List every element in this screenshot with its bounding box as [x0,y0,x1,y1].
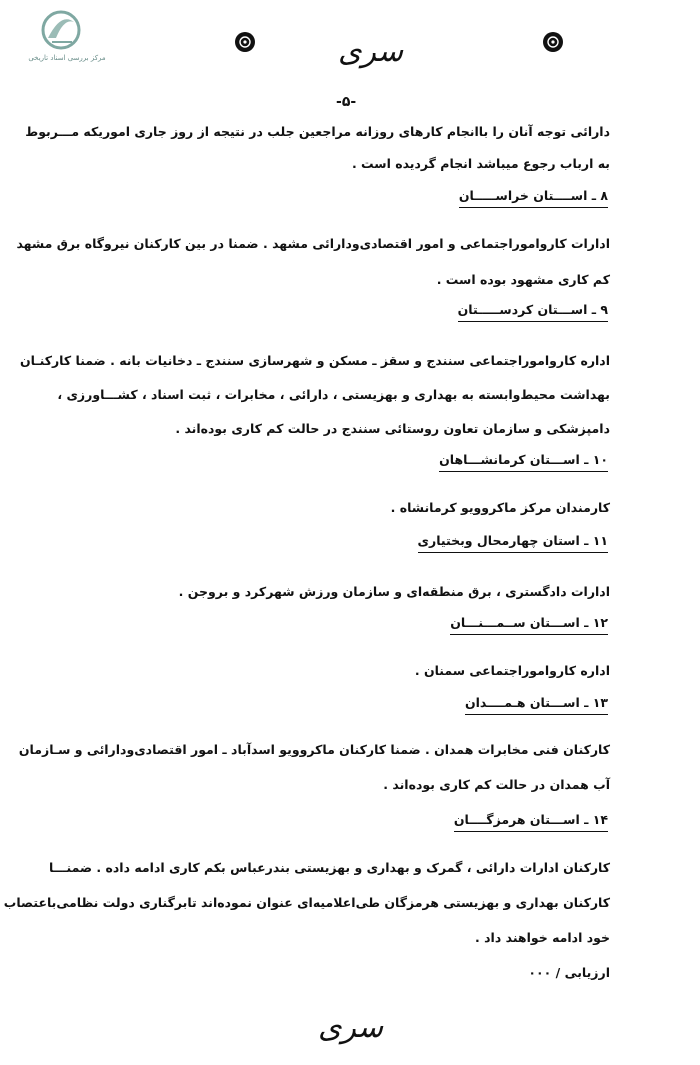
section-heading-kurdistan: ۹ ـ اســـتان کردســـــتان [458,302,608,322]
logo-caption: مرکز بررسی اسناد تاریخی [28,54,106,62]
section-heading-hormozgan: ۱۴ ـ اســـتان هرمزگــــان [454,812,608,832]
page-number: -۵- [336,94,357,110]
text-line: آب همدان در حالت کم کاری بوده‌اند . [383,777,610,792]
classification-stamp-top: سری [338,34,404,69]
classification-stamp-bottom: سری [318,1010,384,1045]
section-heading-semnan: ۱۲ ـ اســـتان ســمـــنـــان [450,615,608,635]
text-line: دارائی توجه آنان را باانجام کارهای روزانه مراجعین جلب در نتیجه از روز جاری اموریکه مـــربوط [25,124,610,139]
section-heading-hamadan: ۱۳ ـ اســـتان هـمــــدان [465,695,608,715]
ornament-left-icon [232,30,258,54]
text-line: خود ادامه خواهند داد . [475,930,610,945]
text-line: کم کاری مشهود بوده است . [436,272,610,287]
text-line: دامپزشکی و سازمان تعاون روستائی سنندج در حالت کم کاری بوده‌اند . [175,421,610,436]
text-line: اداره کارواموراجتماعی سمنان . [414,663,610,678]
section-heading-khorasan: ۸ ـ اســــتان خراســـــان [459,188,608,208]
text-line: کارکنان فنی مخابرات همدان . ضمنا کارکنان ماکروویو اسدآباد ـ امور اقتصادی‌ودارائی و سـازمان [18,742,610,757]
ornament-right-icon [540,30,566,54]
archive-emblem-icon [38,8,84,52]
archive-logo [12,8,112,70]
text-line: ادارات دادگستری ، برق منطقه‌ای و سازمان ورزش شهرکرد و بروجن . [178,584,610,599]
text-line: ادارات کارواموراجتماعی و امور اقتصادی‌ودارائی مشهد . ضمنا در بین کارکنان نیروگاه برق مشهد [16,236,610,251]
section-heading-chaharmahal: ۱۱ ـ استان چهارمحال وبختیاری [418,533,608,553]
evaluation-note: ارزیابی / ۰۰۰ [528,965,610,980]
section-heading-kermanshahan: ۱۰ ـ اســـتان کرمانشـــاهان [439,452,608,472]
text-line: به ارباب رجوع میباشد انجام گردیده است . [351,156,610,171]
text-line: اداره کارواموراجتماعی سنندج و سقز ـ مسکن و شهرسازی سنندج ـ دخانیات بانه . ضمنا کارکنـان [19,353,610,368]
text-line: کارکنان بهداری و بهزیستی هرمزگان طی‌اعلامیه‌ای عنوان نموده‌اند تابرگناری دولت نظامی‌باعتصاب [3,895,610,910]
text-line: کارمندان مرکز ماکروویو کرمانشاه . [390,500,610,515]
text-line: بهداشت محیط‌وابسته به بهداری و بهزیستی ، دارائی ، مخابرات ، ثبت اسناد ، کشـــاورزی ، [57,387,610,402]
text-line: کارکنان ادارات دارائی ، گمرک و بهداری و بهزیستی بندرعباس بکم کاری ادامه داده . ضمنـــا [48,860,610,875]
